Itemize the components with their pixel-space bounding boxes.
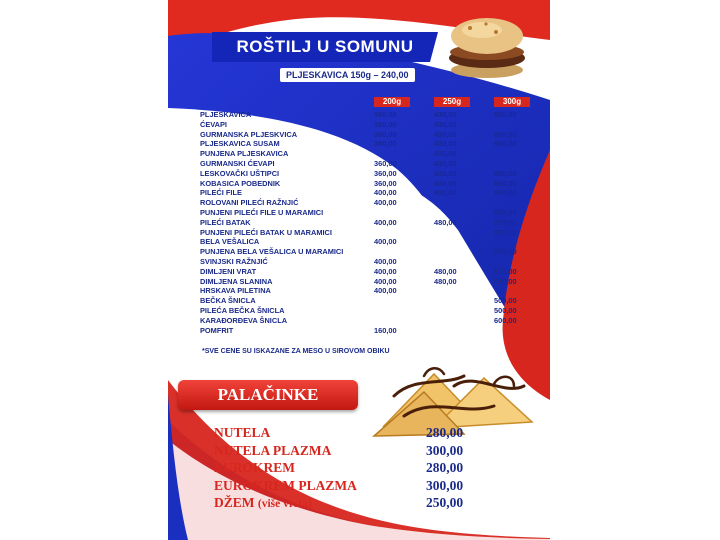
price-300g: 500,00: [494, 296, 517, 306]
price-300g: 500,00: [494, 139, 517, 149]
price-200g: 360,00: [374, 158, 397, 168]
menu-item-row: [200, 130, 540, 140]
item-name: PILEĆI BATAK: [200, 217, 251, 227]
price-200g: 400,00: [374, 256, 397, 266]
palacinke-price: 300,00: [426, 442, 464, 458]
menu-item-row: [200, 316, 540, 326]
menu-item-row: [200, 149, 540, 159]
price-300g: 570,00: [494, 227, 517, 237]
price-200g: 360,00: [374, 168, 397, 178]
item-name: PUNJENA PLJESKAVICA: [200, 149, 289, 159]
column-header-250g: 250g: [434, 97, 470, 107]
palacinke-item-name: [214, 477, 357, 495]
menu-item-row: [200, 179, 540, 189]
menu-item-row: [200, 326, 540, 336]
price-200g: 400,00: [374, 188, 397, 198]
price-note: *SVE CENE SU ISKAZANE ZA MESO U SIROVOM OBIKU: [202, 348, 390, 355]
palacinke-name-text: EUROKREM PLAZMA: [214, 477, 357, 493]
menu-item-row: [200, 198, 540, 208]
item-name: BELA VEŠALICA: [200, 237, 260, 247]
subtitle-pljeskavica: PLJESKAVICA 150g – 240,00: [280, 68, 415, 82]
menu-item-row: [200, 188, 540, 198]
item-name: ROLOVANI PILEĆI RAŽNJIĆ: [200, 198, 299, 208]
item-name: SVINJSKI RAŽNJIĆ: [200, 256, 268, 266]
price-250g: 430,00: [434, 188, 457, 198]
price-list: [200, 110, 540, 335]
item-name: PLJESKAVICA: [200, 110, 252, 119]
item-name: GURMANSKI ĆEVAPI: [200, 158, 275, 168]
price-300g: 570,00: [494, 266, 517, 276]
price-300g: 500,00: [494, 305, 517, 315]
item-name: POMFRIT: [200, 325, 234, 335]
palacinke-name-text: NUTELA: [214, 425, 271, 440]
price-200g: 360,00: [374, 110, 397, 119]
item-name: PUNJENI PILEĆI BATAK U MARAMICI: [200, 227, 332, 237]
item-name: PILEĆI FILE: [200, 188, 242, 198]
price-300g: 500,00: [494, 178, 517, 188]
page-title: ROŠTILJ U SOMUNU: [236, 37, 414, 56]
menu-item-row: [200, 120, 540, 130]
price-250g: 430,00: [434, 119, 457, 129]
column-header-200g: 200g: [374, 97, 410, 107]
price-300g: 500,00: [494, 110, 517, 119]
item-name: BEČKA ŠNICLA: [200, 296, 256, 306]
price-250g: 480,00: [434, 266, 457, 276]
palacinke-item-row: [214, 494, 534, 512]
menu-item-row: [200, 110, 540, 120]
menu-item-row: [200, 257, 540, 267]
price-200g: 360,00: [374, 139, 397, 149]
price-200g: 360,00: [374, 119, 397, 129]
price-300g: 570,00: [494, 207, 517, 217]
palacinke-name-text: DŽEM: [214, 495, 255, 510]
menu-page: [168, 0, 550, 540]
palacinke-item-name: [214, 459, 295, 477]
item-name: KARAĐORĐEVA ŠNICLA: [200, 315, 288, 325]
palacinke-price: 250,00: [426, 495, 464, 510]
palacinke-price: 280,00: [426, 460, 464, 475]
price-250g: 430,00: [434, 139, 457, 149]
price-300g: 570,00: [494, 188, 517, 198]
item-name: PLJESKAVICA SUSAM: [200, 139, 280, 149]
burger-image: [446, 12, 528, 80]
price-250g: 430,00: [434, 158, 457, 168]
price-200g: 360,00: [374, 129, 397, 139]
item-name: PILEĆA BEČKA ŠNICLA: [200, 305, 285, 315]
item-name: KOBASICA POBEDNIK: [200, 178, 281, 188]
price-200g: 400,00: [374, 198, 397, 208]
palacinke-item-row: [214, 477, 534, 495]
price-250g: 430,00: [434, 178, 457, 188]
price-250g: 430,00: [434, 168, 457, 178]
palacinke-item-row: [214, 442, 534, 460]
price-200g: 400,00: [374, 217, 397, 227]
price-200g: 400,00: [374, 237, 397, 247]
palacinke-price: 300,00: [426, 477, 464, 493]
menu-item-row: [200, 159, 540, 169]
item-name: PUNJENI PILEĆI FILE U MARAMICI: [200, 207, 324, 217]
menu-item-row: [200, 306, 540, 316]
menu-item-row: [200, 277, 540, 287]
menu-item-row: [200, 208, 540, 218]
palacinke-name-text: NUTELA PLAZMA: [214, 442, 332, 458]
palacinke-extra-text: (više vrsta): [257, 498, 312, 510]
palacinke-title: PALAČINKE: [217, 385, 319, 404]
menu-item-row: [200, 139, 540, 149]
price-200g: 400,00: [374, 276, 397, 286]
item-name: ĆEVAPI: [200, 119, 227, 129]
palacinke-name-text: EUROKREM: [214, 460, 295, 475]
price-300g: 500,00: [494, 168, 517, 178]
palacinke-item-name: [214, 494, 312, 514]
menu-item-row: [200, 237, 540, 247]
price-250g: 480,00: [434, 217, 457, 227]
price-300g: 570,00: [494, 247, 517, 257]
price-250g: 430,00: [434, 129, 457, 139]
column-header-300g: 300g: [494, 97, 530, 107]
price-250g: 480,00: [434, 276, 457, 286]
price-300g: 570,00: [494, 276, 517, 286]
palacinke-item-name: [214, 424, 270, 442]
palacinke-item-row: [214, 424, 534, 442]
item-name: DIMLJENI VRAT: [200, 266, 257, 276]
item-name: LESKOVAČKI UŠTIPCI: [200, 168, 280, 178]
item-name: DIMLJENA SLANINA: [200, 276, 273, 286]
palacinke-item-row: [214, 459, 534, 477]
price-200g: 400,00: [374, 266, 397, 276]
price-300g: 600,00: [494, 315, 517, 325]
menu-item-row: [200, 169, 540, 179]
price-200g: 160,00: [374, 325, 397, 335]
price-300g: 500,00: [494, 129, 517, 139]
menu-item-row: [200, 228, 540, 238]
menu-item-row: [200, 286, 540, 296]
palacinke-price: 280,00: [426, 425, 464, 440]
price-200g: 360,00: [374, 178, 397, 188]
palacinke-item-name: [214, 442, 331, 460]
menu-item-row: [200, 267, 540, 277]
menu-item-row: [200, 247, 540, 257]
item-name: PUNJENA BELA VEŠALICA U MARAMICI: [200, 247, 344, 257]
item-name: HRSKAVA PILETINA: [200, 286, 271, 296]
price-300g: 570,00: [494, 217, 517, 227]
menu-item-row: [200, 218, 540, 228]
item-name: GURMANSKA PLJESKVICA: [200, 129, 298, 139]
price-200g: 400,00: [374, 286, 397, 296]
menu-item-row: [200, 296, 540, 306]
price-250g: 430,00: [434, 110, 457, 119]
palacinke-list: [214, 424, 534, 512]
price-250g: 430,00: [434, 149, 457, 159]
